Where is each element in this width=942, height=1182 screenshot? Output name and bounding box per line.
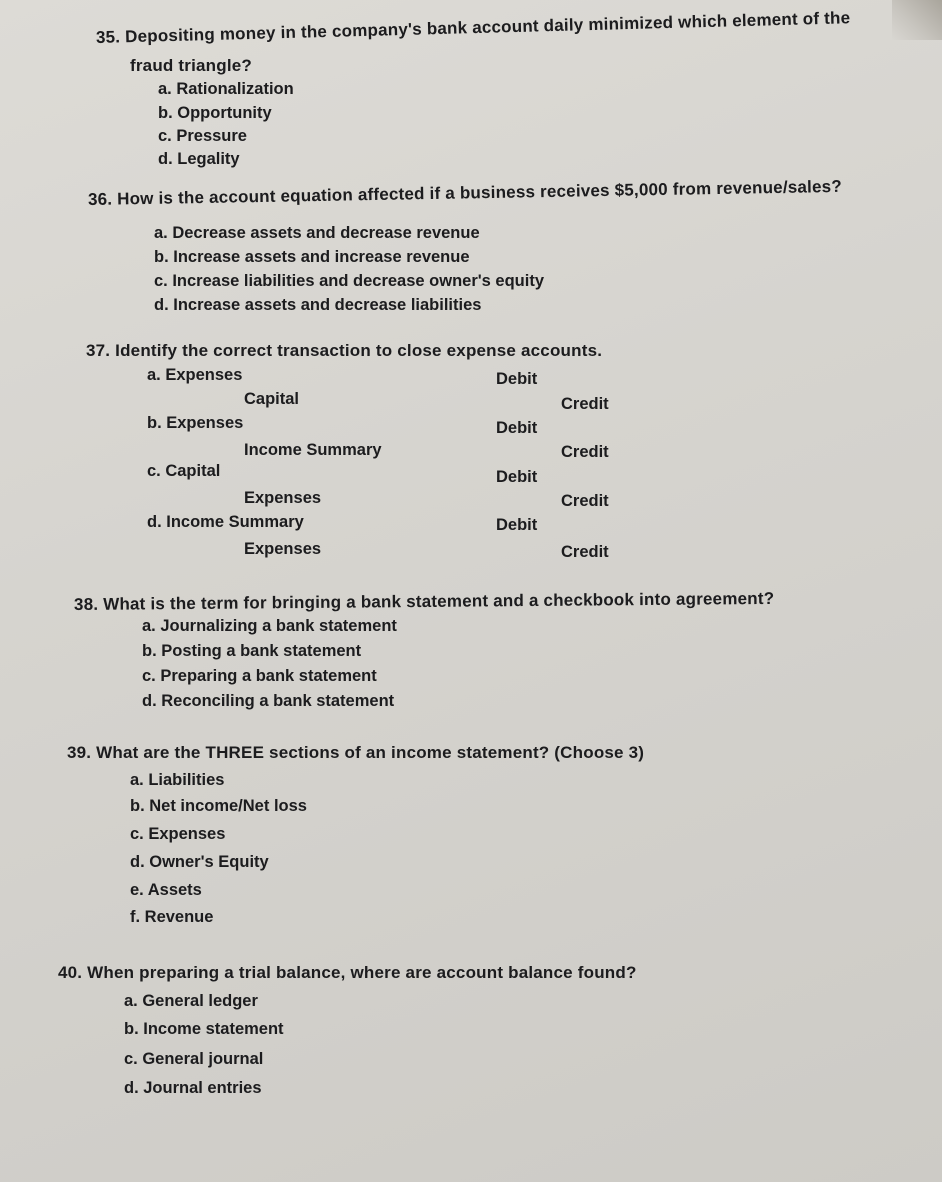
page-corner-shadow bbox=[892, 0, 942, 40]
q38-option-a[interactable]: a. Journalizing a bank statement bbox=[142, 617, 397, 635]
q39-option-e[interactable]: e. Assets bbox=[130, 881, 202, 899]
q37-option-b[interactable]: b. Expenses bbox=[147, 414, 244, 432]
q40-option-c[interactable]: c. General journal bbox=[124, 1050, 264, 1068]
q38-option-c[interactable]: c. Preparing a bank statement bbox=[142, 667, 377, 685]
q37-option-a-credit: Credit bbox=[561, 395, 609, 413]
q37-option-a-debit: Debit bbox=[496, 370, 538, 388]
question-36-line-1: 36. How is the account equation affected if a business receives $5,000 from revenue/sales? bbox=[87, 176, 843, 209]
q37-option-d-credit: Credit bbox=[561, 543, 609, 561]
q40-option-b[interactable]: b. Income statement bbox=[124, 1020, 284, 1038]
q37-option-c-debit: Debit bbox=[496, 468, 538, 486]
q40-option-a[interactable]: a. General ledger bbox=[124, 992, 258, 1010]
q39-option-f[interactable]: f. Revenue bbox=[130, 908, 214, 926]
q37-option-b-debit: Debit bbox=[496, 419, 538, 437]
q40-option-d[interactable]: d. Journal entries bbox=[124, 1079, 262, 1097]
q35-option-a[interactable]: a. Rationalization bbox=[158, 80, 294, 98]
q36-option-c[interactable]: c. Increase liabilities and decrease owner's equity bbox=[154, 272, 545, 290]
question-35-line-2: fraud triangle? bbox=[130, 56, 253, 75]
q36-option-d[interactable]: d. Increase assets and decrease liabilities bbox=[154, 296, 482, 314]
q37-option-b-second-account: Income Summary bbox=[244, 441, 382, 459]
q37-option-c-credit: Credit bbox=[561, 492, 609, 510]
q37-option-a-second-account: Capital bbox=[244, 390, 300, 408]
q36-option-a[interactable]: a. Decrease assets and decrease revenue bbox=[154, 224, 480, 242]
q37-option-d[interactable]: d. Income Summary bbox=[147, 513, 304, 531]
q37-option-c-second-account: Expenses bbox=[244, 489, 322, 507]
question-35-line-1: 35. Depositing money in the company's bank account daily minimized which element of the bbox=[95, 8, 851, 47]
q38-option-b[interactable]: b. Posting a bank statement bbox=[142, 642, 362, 660]
q37-option-c[interactable]: c. Capital bbox=[147, 462, 221, 480]
q38-option-d[interactable]: d. Reconciling a bank statement bbox=[142, 692, 395, 710]
question-39-line-1: 39. What are the THREE sections of an income statement? (Choose 3) bbox=[67, 743, 645, 762]
q37-option-a[interactable]: a. Expenses bbox=[147, 366, 243, 384]
q39-option-d[interactable]: d. Owner's Equity bbox=[130, 853, 269, 871]
q39-option-b[interactable]: b. Net income/Net loss bbox=[130, 797, 307, 815]
q37-option-b-credit: Credit bbox=[561, 443, 609, 461]
q37-option-d-second-account: Expenses bbox=[244, 540, 322, 558]
q39-option-c[interactable]: c. Expenses bbox=[130, 825, 226, 843]
q35-option-c[interactable]: c. Pressure bbox=[158, 127, 247, 145]
q36-option-b[interactable]: b. Increase assets and increase revenue bbox=[154, 248, 470, 266]
question-37-line-1: 37. Identify the correct transaction to close expense accounts. bbox=[86, 341, 603, 360]
question-38-line-1: 38. What is the term for bringing a bank statement and a checkbook into agreement? bbox=[73, 588, 775, 614]
q35-option-b[interactable]: b. Opportunity bbox=[158, 104, 272, 122]
q35-option-d[interactable]: d. Legality bbox=[158, 150, 240, 168]
q39-option-a[interactable]: a. Liabilities bbox=[130, 771, 225, 789]
q37-option-d-debit: Debit bbox=[496, 516, 538, 534]
question-40-line-1: 40. When preparing a trial balance, where are account balance found? bbox=[58, 963, 637, 982]
